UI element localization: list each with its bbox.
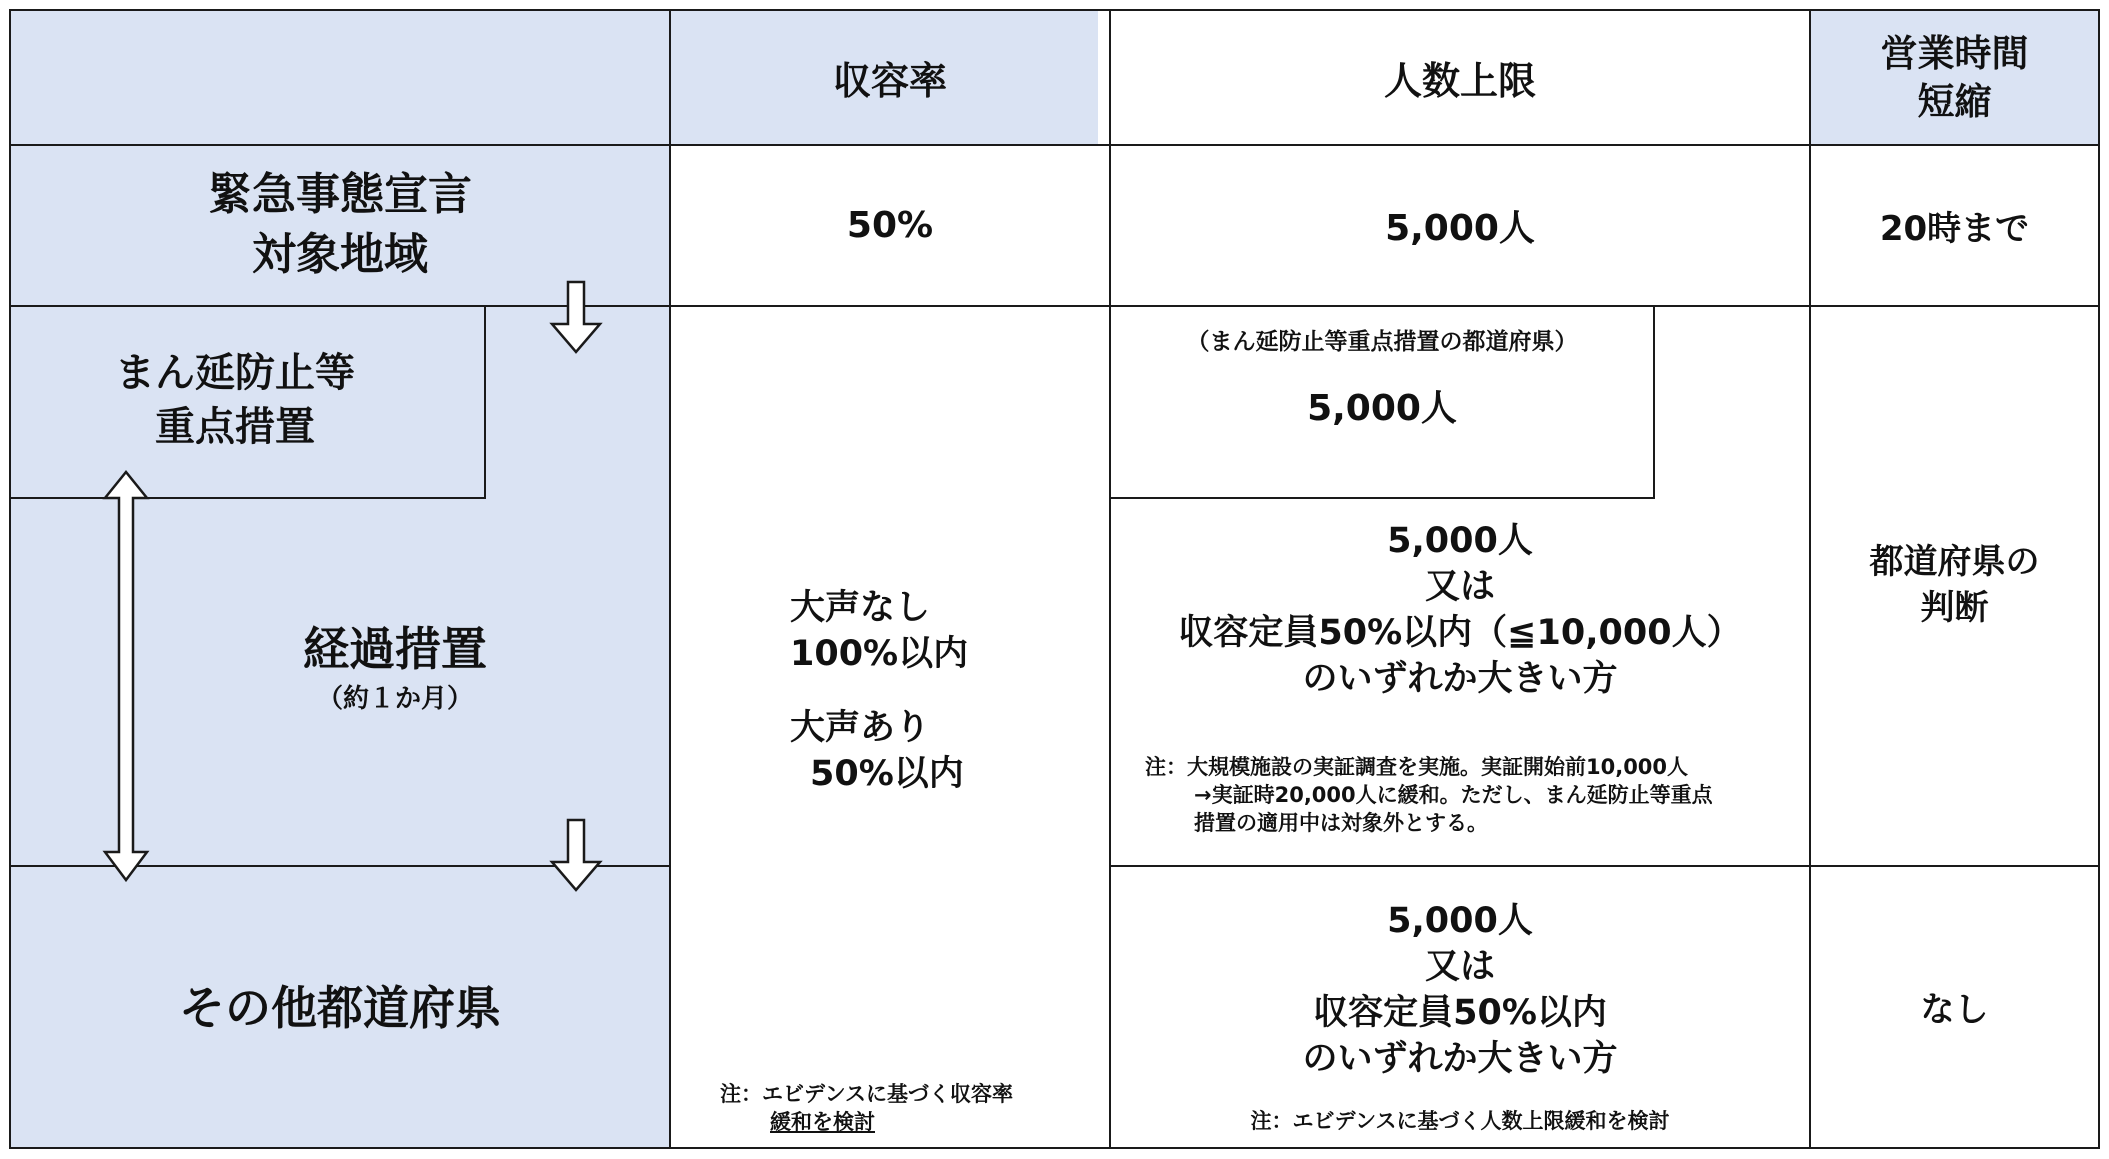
other-limit: 5,000人 又は 収容定員50%以内 のいずれか大きい方: [1302, 901, 1618, 1079]
double-arrow-icon: [103, 470, 149, 884]
other-hours: なし: [1920, 989, 1989, 1030]
header-hours: 営業時間 短縮: [1880, 31, 2029, 123]
capacity-note: 注：エビデンスに基づく収容率 緩和を検討: [720, 1082, 1013, 1134]
emergency-capacity: 50%: [846, 204, 934, 246]
down-arrow-icon: [548, 818, 604, 894]
capacity-loud-rules: 大声なし 100%以内 大声あり 50%以内: [790, 588, 969, 794]
transition-sublabel: （約１か月）: [316, 683, 473, 714]
grid-line: [484, 305, 486, 499]
manen-limit: 5,000人: [1307, 387, 1457, 429]
other-note: 注：エビデンスに基づく人数上限緩和を検討: [1250, 1109, 1670, 1133]
grid-line: [9, 497, 485, 499]
down-arrow-icon: [548, 280, 604, 356]
grid-line: [1110, 497, 1654, 499]
emergency-limit: 5,000人: [1385, 207, 1535, 249]
grid-line: [1110, 865, 1810, 867]
transition-limit: 5,000人 又は 収容定員50%以内（≦10,000人） のいずれか大きい方: [1178, 521, 1742, 699]
emergency-hours: 20時まで: [1879, 208, 2030, 249]
other-label: その他都道府県: [179, 981, 501, 1035]
transition-label: 経過措置: [303, 622, 487, 676]
grid-line: [9, 305, 2100, 307]
header-limit: 人数上限: [1383, 59, 1536, 103]
transition-note: 注：大規模施設の実証調査を実施。実証開始前10,000人 →実証時20,000人に緩和。ただし、まん延防止等重点 措置の適用中は対象外とする。: [1145, 755, 1713, 835]
manen-label: まん延防止等 重点措置: [115, 350, 355, 450]
prefecture-decision: 都道府県の 判断: [1869, 542, 2040, 628]
manen-limit-caption: （まん延防止等重点措置の都道府県）: [1186, 328, 1578, 355]
header-capacity: 収容率: [832, 59, 947, 103]
emergency-label: 緊急事態宣言 対象地域: [208, 169, 472, 280]
